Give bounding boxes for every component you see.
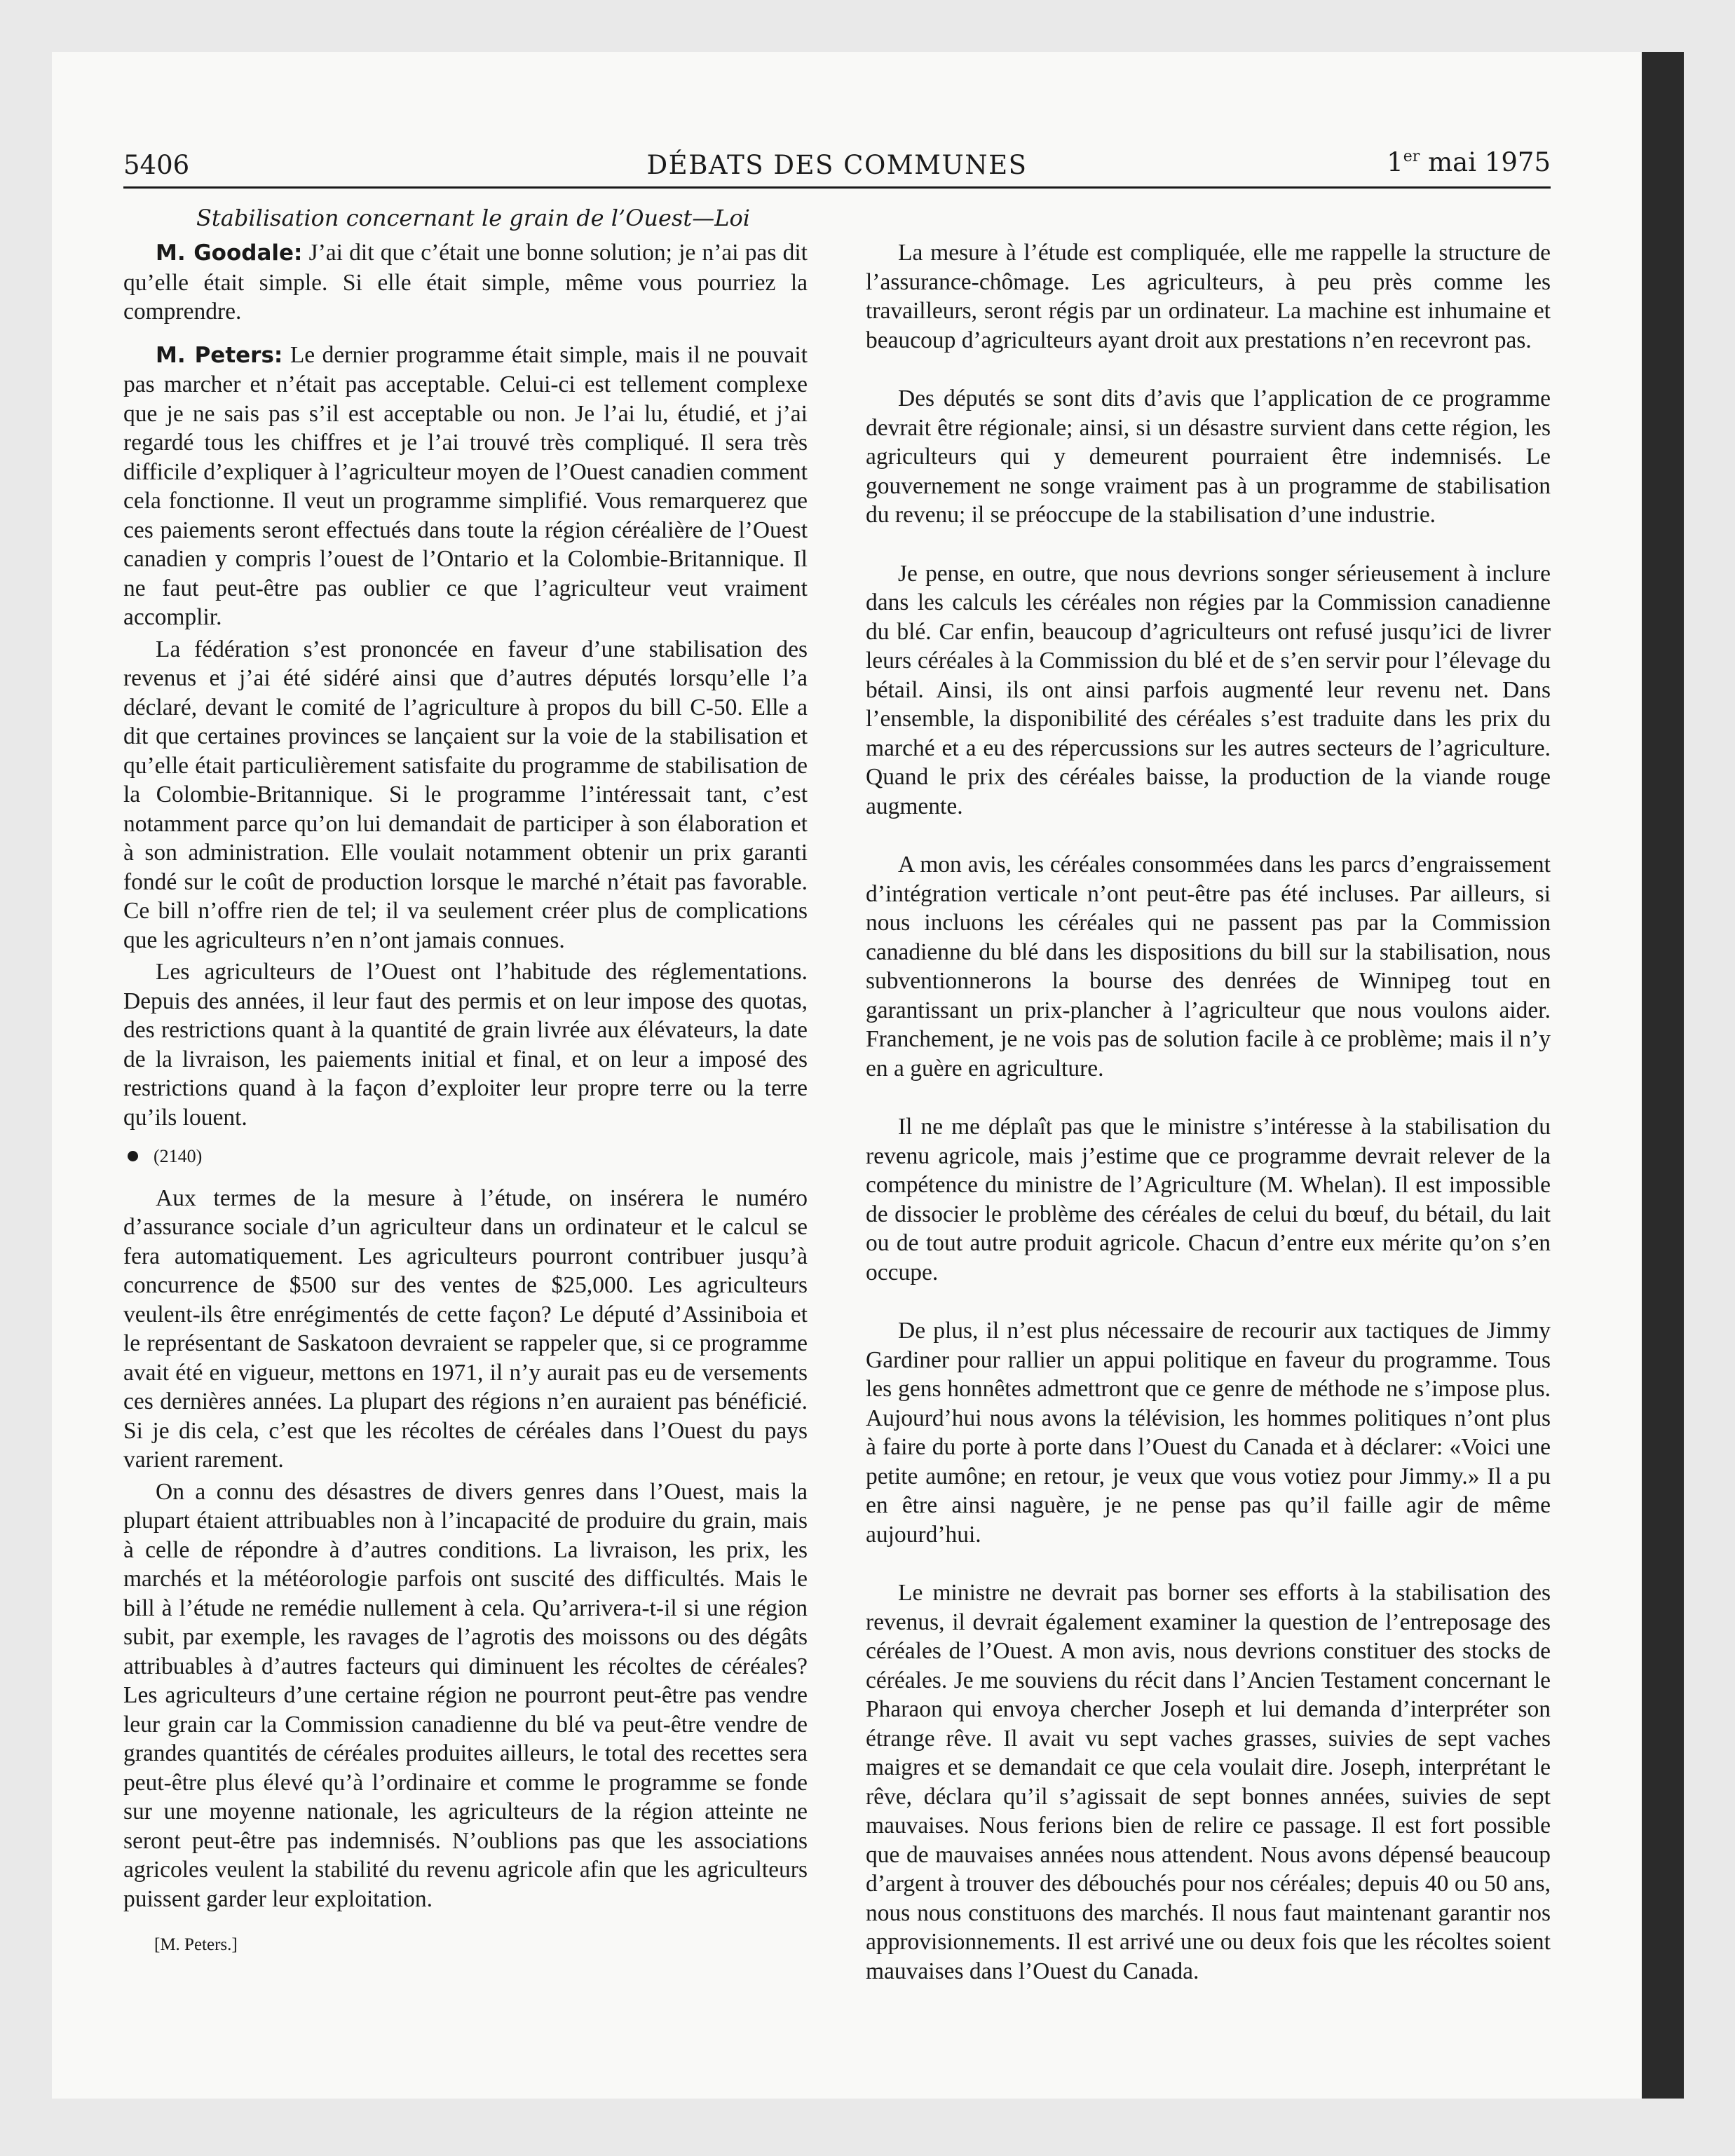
date-day: 1 (1387, 147, 1403, 177)
left-column (123, 238, 808, 1960)
paragraph: Aux termes de la mesure à l’étude, on insérera le numéro d’assurance sociale d’un agriculteur dans un ordinateur et le calcul se fera automatiquement. Les agriculteurs pourront contribuer jusqu’à concurrence de $500 sur des ventes de $25,000. Les agriculteurs veulent-ils être enrégimentés de cette façon? Le député d’Assiniboia et le représentant de Saskatoon devraient se rappeler que, si ce programme avait été en vigueur, mettons en 1971, il n’y aurait pas eu de versements ces dernières années. La plupart des régions n’en auraient pas bénéficié. Si je dis cela, c’est que les récoltes de céréales dans l’Ouest du pays varient rarement. (123, 1185, 808, 1473)
paragraph (123, 238, 808, 327)
paragraph: De plus, il n’est plus nécessaire de recourir aux tactiques de Jimmy Gardiner pour rallier un appui politique en faveur du programme. Tous les gens honnêtes admettront que ce genre de méthode ne s’impose plus. Aujourd’hui nous avons la télévision, les hommes politiques n’ont plus à faire du porte à porte dans l’Ouest du Canada et à déclarer: «Voici une petite aumône; en retour, je veux que vous votiez pour Jimmy.» Il a pu en être ainsi naguère, je ne pense pas qu’il faille agir de même aujourd’hui. (866, 1318, 1551, 1548)
right-column (866, 238, 1551, 1986)
paragraph: La mesure à l’étude est compliquée, elle me rappelle la structure de l’assurance-chômage. Les agriculteurs, à peu près comme les travailleurs, seront régis par un ordinateur. La machine est inhumaine et beaucoup d’agriculteurs ayant droit aux prestations n’en recevront pas. (866, 240, 1551, 353)
paragraph: On a connu des désastres de divers genres dans l’Ouest, mais la plupart étaient attribuables non à l’incapacité de produire du grain, mais à celle de répondre à d’autres conditions. La livraison, les prix, les marchés et la météorologie parfois ont suscité des difficultés. Mais le bill à l’étude ne remédie nullement à cela. Qu’arrivera-t-il si une région subit, par exemple, les ravages de l’agrotis des moissons ou des dégâts attribuables à d’autres facteurs qui diminuent les récoltes de céréales? Les agriculteurs d’une certaine région ne pourront peut-être pas vendre leur grain car la Commission canadienne du blé va peut-être vendre de grandes quantités de céréales produites ailleurs, le total des recettes sera peut-être plus élevé qu’à l’ordinaire et comme le programme se fonde sur une moyenne nationale, les agriculteurs de la région atteinte ne seront peut-être pas indemnisés. N’oublions pas que les associations agricoles veulent la stabilité du revenu agricole afin que les agriculteurs puissent garder leur exploitation. (123, 1478, 808, 1912)
page-number: 5406 (123, 150, 190, 180)
speech-text: Le dernier programme était simple, mais il ne pouvait pas marcher et n’était pas acceptable. Celui-ci est tellement complexe que je ne sais pas s’il est acceptable ou non. Je l’ai lu, étudié, et j’ai regardé tous les chiffres et je l’ai trouvé très compliqué. Il sera très difficile d’expliquer à l’agriculteur moyen de l’Ouest canadien comment cela fonctionne. Il veut un programme simplifié. Vous remarquerez que ces paiements seront effectués dans toute la région céréalière de l’Ouest canadien y compris l’ouest de l’Ontario et la Colombie-Britannique. Il ne faut peut-être pas oublier ce que l’agriculteur veut vraiment accomplir. (123, 341, 808, 630)
timestamp: (2140) (154, 1146, 203, 1166)
bullet-icon (128, 1151, 138, 1161)
page-header (123, 144, 1551, 189)
timestamp-marker (123, 1142, 808, 1171)
paragraph: Je pense, en outre, que nous devrions songer sérieusement à inclure dans les calculs les céréales non régies par la Commission canadienne du blé. Car enfin, beaucoup d’agriculteurs ont refusé jusqu’ici de livrer leurs céréales à la Commission du blé et de s’en servir pour l’élevage du bétail. Ainsi, ils ont ainsi parfois augmenté leur revenu net. Dans l’ensemble, la disponibilité des céréales s’est traduite dans les prix du marché et a eu des répercussions sur les autres secteurs de l’agriculture. Quand le prix des céréales baisse, la production de la viande rouge augmente. (866, 560, 1551, 819)
paragraph: Le ministre ne devrait pas borner ses efforts à la stabilisation des revenus, il devrait également examiner la question de l’entreposage des céréales de l’Ouest. A mon avis, nous devrions constituer des stocks de céréales. Je me souviens du récit dans l’Ancien Testament concernant le Pharaon qui envoya chercher Joseph et lui demanda d’interpréter son étrange rêve. Il avait vu sept vaches grasses, suivies de sept vaches maigres et se demandait ce que cela voulait dire. Joseph, interprétant le rêve, déclara qu’il s’agissait de sept bonnes années, suivies de sept mauvaises. Nous ferions bien de relire ce passage. Il est fort possible que de mauvaises années nous attendent. Nous avons dépensé beaucoup d’argent à trouver des débouchés pour nos céréales; depuis 40 ou 50 ans, nous nous constituons des marchés. Il nous faut maintenant garantir nos approvisionnements. Il est arrivé une ou deux fois que les récoltes soient mauvaises dans l’Ouest du Canada. (866, 1580, 1551, 1984)
paragraph: La fédération s’est prononcée en faveur d’une stabilisation des revenus et j’ai été sidéré ainsi que d’autres députés lorsqu’elle l’a déclaré, devant le comité de l’agriculture à propos du bill C-50. Elle a dit que certaines provinces se lançaient sur la voie de la stabilisation et qu’elle était particulièrement satisfaite du programme de stabilisation de la Colombie-Britannique. Si le programme l’intéressait tant, c’est notamment parce qu’on lui demandait de participer à son élaboration et à son administration. Elle voulait notamment obtenir un prix garanti fondé sur le coût de production lorsque le marché n’était pas favorable. Ce bill n’offre rien de tel; il va seulement créer plus de complications que les agriculteurs n’en n’ont jamais connues. (123, 636, 808, 953)
paragraph: A mon avis, les céréales consommées dans les parcs d’engraissement d’intégration verticale n’ont peut-être pas été incluses. Par ailleurs, si nous incluons les céréales qui ne passent pas par la Commission canadienne du blé dans les dispositions du bill sur la stabilisation, nous subventionnerons la bourse des denrées de Winnipeg tout en garantissant un prix-plancher à l’agriculteur que nous voulons aider. Franchement, je ne vois pas de solution facile à ce problème; mais il n’y en a guère en agriculture. (866, 852, 1551, 1082)
speaker-name: M. Peters: (156, 342, 283, 368)
scan-edge-bar (1642, 52, 1684, 2099)
paragraph (123, 341, 808, 632)
paragraph: Il ne me déplaît pas que le ministre s’intéresse à la stabilisation du revenu agricole, mais j’estime que ce programme devrait relever de la compétence du ministre de l’Agriculture (M. Whelan). Il est impossible de dissocier le problème des céréales de celui du bœuf, du bétail, du lait ou de tout autre produit agricole. Chacun d’entre eux mérite qu’on s’en occupe. (866, 1114, 1551, 1285)
journal-title: DÉBATS DES COMMUNES (646, 150, 1028, 180)
issue-date (1387, 147, 1551, 177)
date-ordinal: er (1403, 148, 1420, 165)
running-head: Stabilisation concernant le grain de l’Ouest—Loi (196, 205, 750, 231)
paragraph: Des députés se sont dits d’avis que l’application de ce programme devrait être régionale; ainsi, si un désastre survient dans cette région, les agriculteurs qui y demeurent pourraient être indemnisés. Le gouvernement ne songe vraiment pas à un programme de stabilisation du revenu; il se préoccupe de la stabilisation d’une industrie. (866, 386, 1551, 528)
speaker-note: [M. Peters.] (154, 1935, 238, 1954)
date-month-year: mai 1975 (1428, 147, 1551, 177)
speech-text: J’ai dit que c’était une bonne solution; je n’ai pas dit qu’elle était simple. Si elle était simple, même vous pourriez la comprendre. (123, 240, 808, 325)
paragraph: Les agriculteurs de l’Ouest ont l’habitude des réglementations. Depuis des années, il leur faut des permis et on leur impose des quotas, des restrictions quant à la quantité de grain livrée aux élévateurs, la date de la livraison, les paiements initial et final, et on leur a imposé des restrictions quand à la façon d’exploiter leur propre terre ou la terre qu’ils louent. (123, 959, 808, 1131)
speaker-name: M. Goodale: (156, 240, 303, 266)
